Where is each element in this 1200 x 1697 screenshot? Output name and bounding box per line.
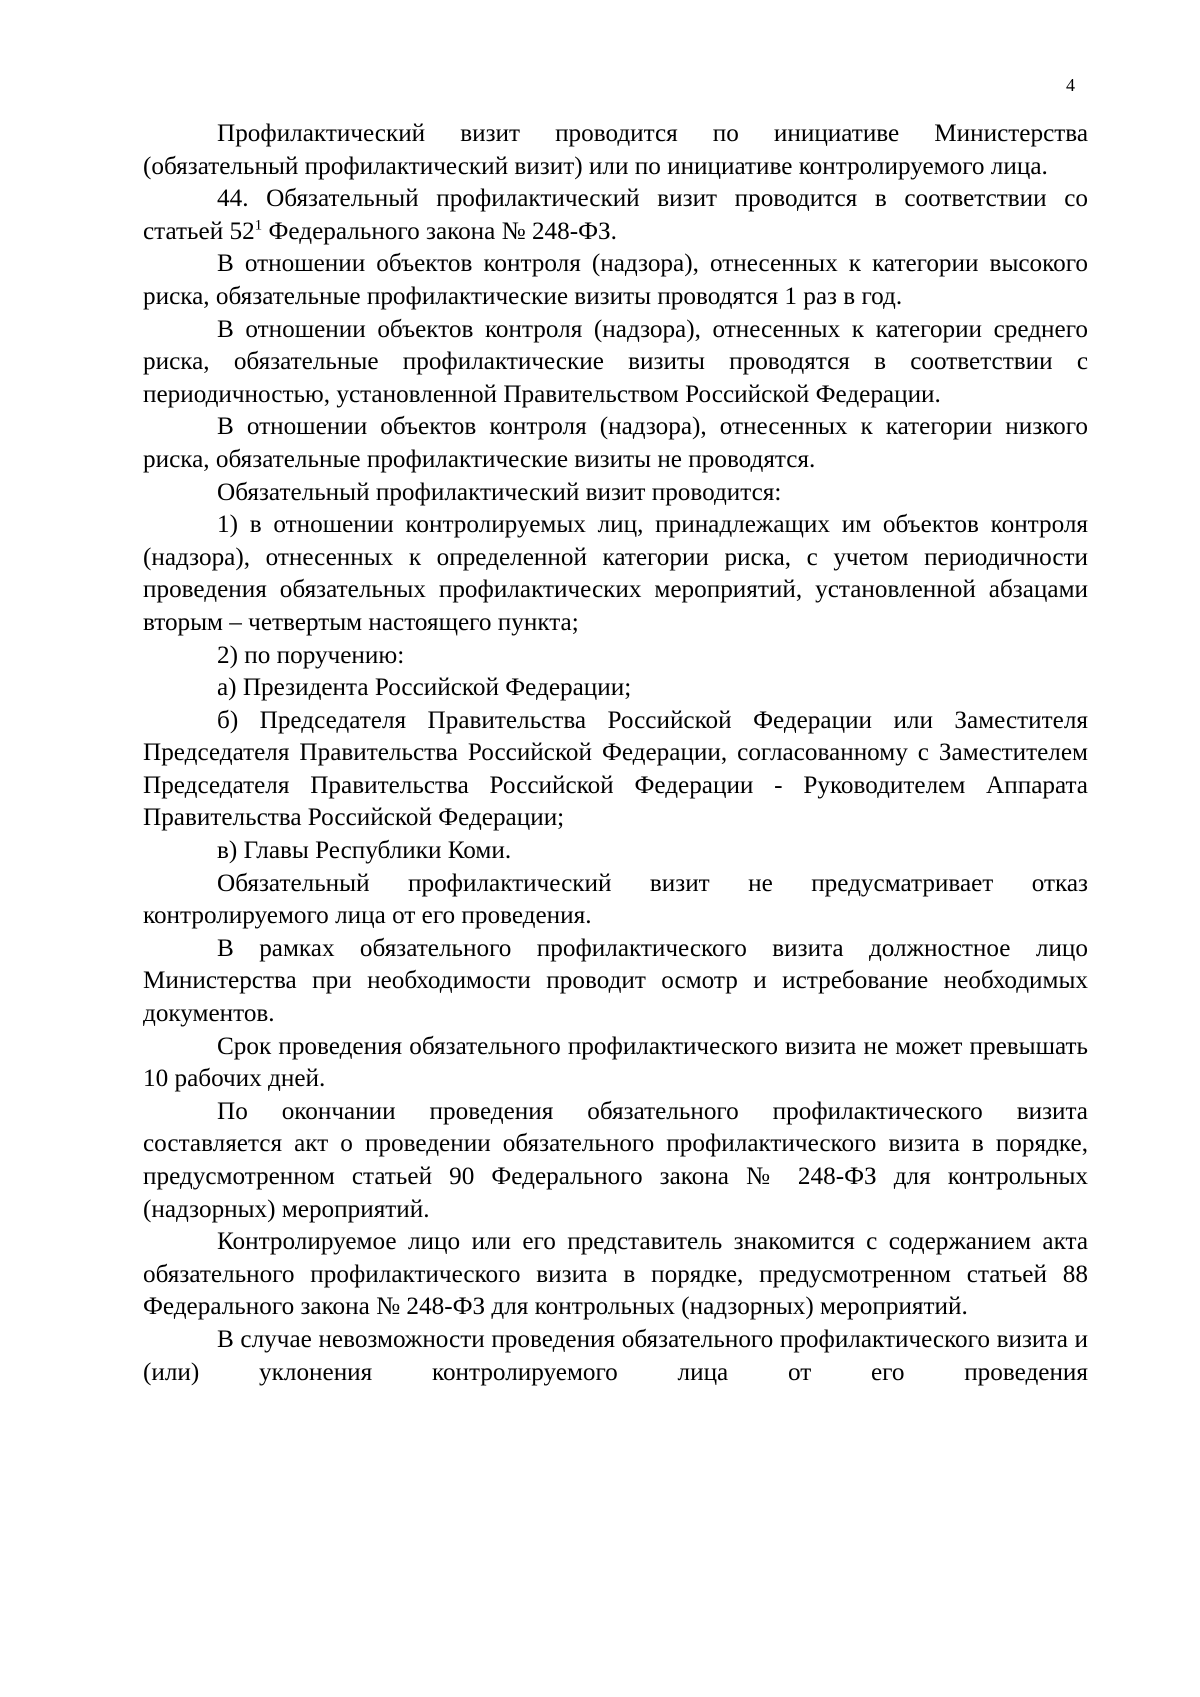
paragraph-text: 44. Обязательный профилактический визит проводится в соответствии со статьей 52: [143, 185, 1088, 245]
paragraph: Профилактический визит проводится по инициативе Министерства (обязательный профилактический визит) или по инициативе контролируемого лица.: [143, 120, 1088, 180]
paragraph: в) Главы Республики Коми.: [217, 837, 512, 865]
paragraph: Срок проведения обязательного профилактического визита не может превышать 10 рабочих дней.: [143, 1032, 1088, 1093]
superscript: 1: [254, 217, 263, 234]
paragraph: По окончании проведения обязательного профилактического визита составляется акт о проведении обязательного профилактического визита в порядке, предусмотренном статьей 90 Федерального закона № 248-ФЗ для контрольных (надзорных) мероприятий.: [143, 1097, 1088, 1223]
paragraph: В отношении объектов контроля (надзора), отнесенных к категории среднего риска, обязательные профилактические визиты проводятся в соответствии с периодичностью, установленной Правительством Российской Федерации.: [143, 315, 1088, 408]
paragraph: Контролируемое лицо или его представитель знакомится с содержанием акта обязательного профилактического визита в порядке, предусмотренном статьей 88 Федерального закона № 248-ФЗ для контрольных (надзорных) мероприятий.: [143, 1228, 1088, 1321]
document-body: [143, 118, 1088, 1389]
paragraph: Обязательный профилактический визит не предусматривает отказ контролируемого лица от его проведения.: [143, 869, 1088, 930]
paragraph: б) Председателя Правительства Российской Федерации или Заместителя Председателя Правительства Российской Федерации, согласованному с Заместителем Председателя Правительства Российской Федерации - Руководителем Аппарата Правительства Российской Федерации;: [143, 706, 1088, 832]
paragraph: [143, 183, 1088, 248]
paragraph: Обязательный профилактический визит проводится:: [217, 478, 782, 506]
paragraph: 1) в отношении контролируемых лиц, принадлежащих им объектов контроля (надзора), отнесенных к определенной категории риска, с учетом периодичности проведения обязательных профилактических мероприятий, установленной абзацами вторым – четвертым настоящего пункта;: [143, 511, 1088, 636]
paragraph-text: Федерального закона № 248-ФЗ.: [262, 217, 617, 245]
paragraph: В отношении объектов контроля (надзора), отнесенных к категории высокого риска, обязательные профилактические визиты проводятся 1 раз в год.: [143, 250, 1088, 310]
paragraph: 2) по поручению:: [217, 641, 405, 669]
paragraph: В случае невозможности проведения обязательного профилактического визита и (или) уклонения контролируемого лица от его проведения: [143, 1325, 1088, 1386]
paragraph: В рамках обязательного профилактического визита должностное лицо Министерства при необходимости проводит осмотр и истребование необходимых документов.: [143, 934, 1088, 1028]
page-number: 4: [1066, 75, 1075, 95]
paragraph: а) Президента Российской Федерации;: [217, 674, 632, 702]
paragraph: В отношении объектов контроля (надзора), отнесенных к категории низкого риска, обязательные профилактические визиты не проводятся.: [143, 413, 1088, 473]
